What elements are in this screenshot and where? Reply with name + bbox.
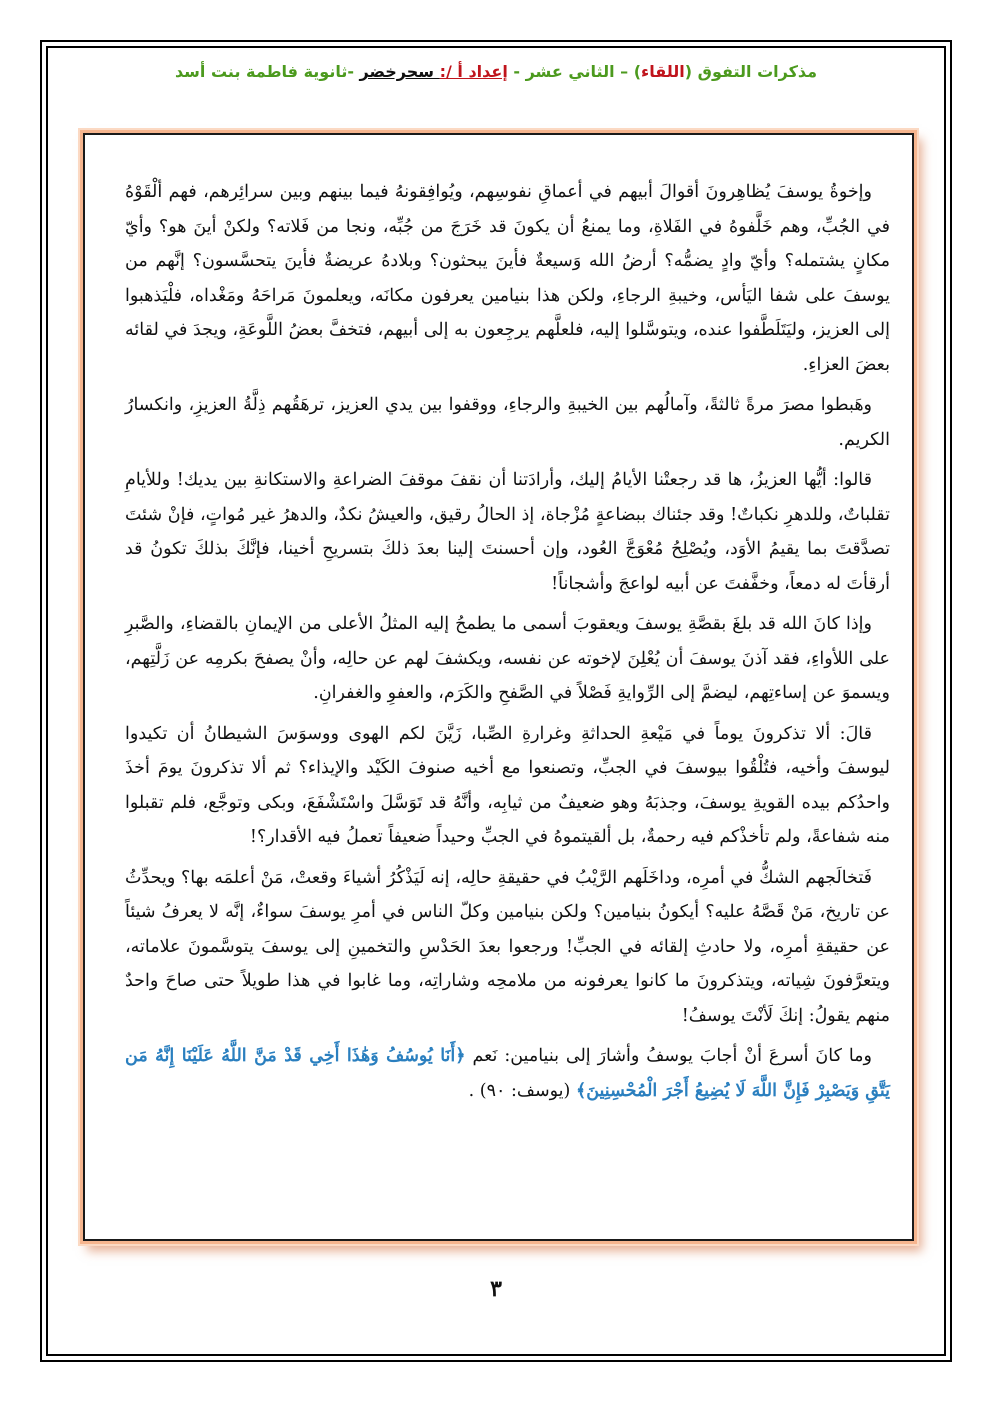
content-frame	[83, 133, 914, 1241]
paragraph: وإخوةُ يوسفَ يُظاهِرونَ أقوالَ أبيهم في أعماقِ نفوسِهم، ويُوافِقونهُ فيما بينهم وبين سرائِرهم، فهم ألْقَوْهُ في الجُبِّ، وهم خَلَّفوهُ في الفَلاةِ، وما يمنعُ أن يكونَ قد خَرَجَ من جُبِّه، ونجا من فَلاته؟ ولكنْ أينَ هو؟ وأيّ مكانٍ يشتمله؟ وأيّ وادٍ يضمُّه؟ أرضُ الله وَسيعةٌ فأينَ يبحثون؟ وبلادهُ عريضةٌ فأينَ يتحسَّسون؟ إنَّهم من يوسفَ على شفا اليَأس، وخيبةِ الرجاءِ، ولكن هذا بنيامين يعرفون مكانَه، ويعلمونَ مَراحَهُ ومَغْداه، فلْيَذهبوا إلى العزيز، وليَتَلَطَّفوا عنده، ويتوسَّلوا إليه، فلعلَّهم يرجِعون به إلى أبيهم، فتخفَّ بعضُ اللَّوعَةِ، ويجدَ في لقائه بعضَ العزاءِ.	[125, 182, 890, 375]
header-title: مذكرات التفوق (	[684, 62, 818, 81]
header-topic: اللقاء	[641, 62, 685, 81]
paragraph: فَتخالَجهم الشكُّ في أمرِه، وداخَلَهم الرَّيْبُ في حقيقةِ حالِه، إنه لَيَذْكُرُ أشياءَ وقعتْ، مَنْ أعلمَه بها؟ ويحدِّثُ عن تاريخ، مَنْ قَصَّهُ عليه؟ أيكونُ بنيامين؟ ولكن بنيامين وكلّ الناس في أمرِ يوسفَ سواءٌ، إنَّه لا يعرفُ شيئاً عن حقيقةِ أمرِه، ولا حادثِ إلقائه في الجبِّ! ورجعوا بعدَ الحَدْسِ والتخمينِ إلى يوسفَ يتوسَّمونَ علاماته، ويتعرَّفونَ شِياته، ويتذكرونَ ما كانوا يعرفونه من ملامحِه وشاراتِه، وما غابوا في هذا طويلاً حتى صاحَ واحدٌ منهم يقولُ: إنكَ لَأنْتَ يوسفُ!	[125, 867, 890, 1026]
paragraph: وهَبطوا مصرَ مرةً ثالثةً، وآمالُهم بين الخيبةِ والرجاءِ، ووقفوا بين يدي العزيز، ترهَقُهم ذِلَّةُ العزيزِ، وانكسارُ الكريم.	[125, 395, 890, 450]
paragraph: قالوا: أيُّها العزيزُ، ها قد رجعتْنا الأيامُ إليك، وأرادَتنا أن نقفَ موقفَ الضراعةِ والاستكانةِ بين يديك! وللأيامِ تقلباتٌ، وللدهرِ نكباتٌ! وقد جئناك ببضاعةٍ مُزْجاة، إذ الحالُ رقيق، والعيشُ نكدٌ، والدهرُ غير مُواتٍ، فإنْ شئتَ تصدَّقتَ بما يقيمُ الأوَد، ويُصْلِحُ مُعْوَجَّ العُود، وإن أحسنتَ إلينا بعدَ ذلكَ بتسريحِ أخينا، فإنَّكَ بذلكَ تكونُ قد أرقأتَ له دمعاً، وخفَّفتَ عن أبيه لواعجَ وأشجاناً!	[125, 470, 890, 594]
quran-verse: ﴿أَنَا يُوسُفُ وَهَٰذَا أَخِي قَدْ مَنَّ اللَّهُ عَلَيْنَا إِنَّهُ مَن يَتَّقِ وَيَصْبِرْ فَإِنَّ اللَّهَ لَا يُضِيعُ أَجْرَ الْمُحْسِنِينَ﴾	[125, 1046, 890, 1101]
final-paragraph	[125, 1039, 890, 1108]
text-body	[125, 175, 890, 1114]
verse-reference: (يوسف: ٩٠) .	[468, 1080, 576, 1101]
header-grade: ) – الثاني عشر -	[507, 62, 642, 81]
paragraph: وإذا كانَ الله قد بلغَ بقصَّةِ يوسفَ ويعقوبَ أسمى ما يطمحُ إليه المثلُ الأعلى من الإيمانِ بالقضاءِ، والصَّبرِ على اللأواءِ، فقد آذنَ يوسفَ أن يُعْلِنَ لإخوته عن نفسه، ويكشفَ لهم عن حالِه، وأنْ يصفحَ بكرمِه عن زَلَّتِهم، ويسموَ عن إساءتِهم، ليضمَّ إلى الرِّوايةِ فَصْلاً في الصَّفحِ والكَرَم، والعفوِ والغفرانِ.	[125, 614, 890, 703]
page-header	[60, 62, 932, 92]
final-intro: وما كانَ أسرعَ أنْ أجابَ يوسفُ وأشارَ إلى بنيامين: نَعم	[465, 1046, 872, 1066]
paragraph: قالَ: ألا تذكرونَ يوماً في مَيْعةِ الحداثةِ وغرارةِ الصِّبا، زَيَّنَ لكم الهوى ووسوَسَ الشيطانُ أن تكيدوا ليوسفَ وأخيه، فتُلْقُوا بيوسفَ في الجبِّ، وتصنعوا مع أخيه صنوفَ الكَيْد والإيذاء؟ ثم ألا تذكرونَ يومَ أخذَ واحدُكم بيده القويةِ يوسفَ، وجذبَهُ وهو ضعيفٌ من ثيابِه، وأنَّهُ قد تَوَسَّلَ واسْتَشْفَعَ، وبكى وتوجَّع، فلم تقبلوا منه شفاعةً، ولم تأخذْكم فيه رحمةٌ، بل ألقيتموهُ في الجبِّ وحيداً ضعيفاً تعملُ فيه الأقدار؟!	[125, 723, 890, 847]
header-school: -ثانوية فاطمة بنت أسد	[174, 62, 360, 81]
header-prepared-by: إعداد أ /:	[439, 62, 508, 81]
page-number: ٣	[490, 1276, 502, 1302]
header-author: سحرخضر	[359, 62, 440, 81]
